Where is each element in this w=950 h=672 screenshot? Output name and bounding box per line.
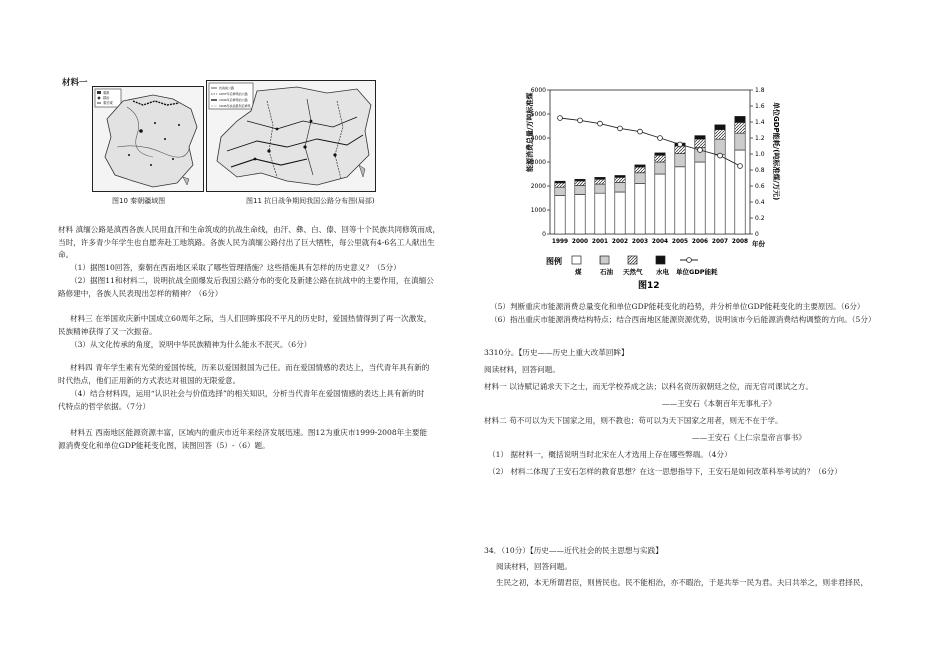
gdp-point (558, 116, 563, 121)
legend-line-marker (687, 258, 692, 263)
svg-text:1944年后修筑的公路: 1944年后修筑的公路 (219, 98, 248, 102)
gdp-point (578, 118, 583, 123)
bar-gas (715, 130, 725, 140)
legend-swatch-gas (628, 256, 637, 264)
legend-coal: 煤 (575, 268, 582, 276)
bar-coal (595, 193, 605, 234)
legend-gdp: 单位GDP能耗 (676, 268, 718, 276)
bar-gas (735, 122, 745, 133)
x-tick-label: 2002 (611, 239, 629, 245)
section-33-question-1: （1） 据材料一，概括说明当时北宋在人才选用上存在哪些弊端。（4分） (488, 450, 732, 459)
question-3: （3）从文化传承的角度，说明中华民族精神为什么能永不泯灭。（6分） (70, 340, 312, 349)
bar-coal (635, 184, 645, 234)
material-5-text: 材料五 西南地区能源资源丰富，区域内的重庆市近年来经济发展迅速。图12为重庆市1999-2008年主要能 (70, 428, 428, 437)
legend-swatch-hydro (656, 256, 665, 264)
material-3-text: 材料三 在举国欢庆新中国成立60周年之际，当人们回眸那段不平凡的历史时，爱国热情得到了再一次激发， (70, 314, 432, 323)
section-33-material-1: 材料一 以诗赋记诵求天下之士，而无学校养成之法；以科名资历叙朝廷之位，而无官司课试之方。 (484, 382, 813, 391)
svg-text:1937年后修筑的公路: 1937年后修筑的公路 (219, 92, 248, 96)
gdp-point (618, 126, 623, 131)
map-10-drawing (93, 87, 203, 191)
legend-gas: 天然气 (623, 268, 643, 276)
x-axis-suffix: 年份 (752, 240, 765, 248)
y-right-tick-label: 0.6 (755, 183, 765, 191)
y-left-tick-label: 1000 (530, 207, 546, 215)
legend-title: 图例 (546, 257, 562, 266)
bar-coal (575, 194, 585, 234)
gdp-point (638, 129, 643, 134)
svg-text:秦都: 秦都 (103, 91, 110, 95)
bar-gas (555, 183, 565, 187)
bar-oil (715, 139, 725, 155)
question-2: （2）据图11和材料二，说明抗战全面爆发后我国公路分布的变化及新建公路在抗战中的主要作用，在滇缅公 (70, 276, 434, 285)
question-4-cont: 代特点的哲学依据。（7分） (58, 402, 151, 411)
x-tick-label: 2004 (651, 239, 669, 245)
bar-gas (695, 139, 705, 147)
x-tick-label: 2005 (671, 239, 689, 245)
bar-gas (595, 179, 605, 184)
bar-hydro (635, 165, 645, 167)
y-axis-right-label: 单位GDP能耗/(吨标准煤/万元) (772, 102, 780, 201)
gdp-point (718, 153, 723, 158)
x-tick-label: 1999 (551, 239, 569, 245)
bar-hydro (615, 175, 625, 177)
bar-oil (575, 186, 585, 195)
qin-territory-map (92, 86, 204, 192)
x-tick-label: 2007 (711, 239, 729, 245)
bar-coal (615, 192, 625, 234)
material-4-text: 材料四 青年学生素有光荣的爱国传统，历来以爱国报国为己任。而在爱国情感的表达上，当代青年具有新的 (70, 363, 430, 372)
x-tick-label: 2001 (591, 239, 609, 245)
section-33-heading: 3310分。【历史——历史上重大改革回眸】 (484, 348, 629, 357)
svg-text:郡治: 郡治 (103, 96, 110, 100)
map-10-caption: 图10 秦朝疆域图 (112, 197, 166, 205)
bar-coal (655, 174, 665, 234)
bar-oil (615, 182, 625, 192)
section-33-question-2: （2） 材料二体现了王安石怎样的教育思想？在这一思想指导下，王安石是如何改革科举考试的？（6分） (488, 467, 842, 476)
bar-oil (555, 187, 565, 195)
bar-oil (675, 154, 685, 167)
bar-oil (635, 173, 645, 184)
question-5: （5）判断重庆市能源消费总量变化和单位GDP能耗变化的趋势，并分析单位GDP能耗变化的主要原因。（6分） (490, 302, 865, 311)
y-right-tick-label: 0.2 (755, 215, 765, 223)
x-tick-label: 2003 (631, 239, 649, 245)
section-33-intro: 阅读材料，回答问题。 (484, 365, 560, 374)
x-tick-label: 2000 (571, 239, 589, 245)
bar-hydro (555, 181, 565, 183)
section-33-material-2-source: ——王安石《上仁宗皇帝言事书》 (692, 433, 806, 442)
gdp-point (738, 164, 743, 169)
chart-legend (546, 256, 718, 276)
svg-text:秦长城: 秦长城 (103, 101, 113, 105)
bar-oil (595, 184, 605, 193)
y-right-tick-label: 1.8 (755, 87, 765, 95)
bar-hydro (655, 153, 665, 155)
bar-coal (715, 155, 725, 234)
material-5-cont: 源消费变化和单位GDP能耗变化图，读图回答（5）-（6）题。 (58, 441, 270, 450)
bar-coal (735, 150, 745, 234)
bar-gas (615, 177, 625, 182)
gdp-intensity-line (560, 118, 740, 166)
material-4-cont: 时代热点，他们正用新的方式表达对祖国的无限爱意。 (58, 376, 241, 385)
question-1: （1）据图10回答，秦朝在西南地区采取了哪些管理措施？这些措施具有怎样的历史意义？（5分） (70, 263, 401, 272)
bar-coal (555, 196, 565, 234)
bar-oil (735, 133, 745, 150)
y-right-tick-label: 0.4 (755, 199, 765, 207)
bar-hydro (715, 125, 725, 130)
gdp-point (698, 148, 703, 153)
material1-label: 材料一 (62, 78, 88, 88)
svg-text:1945年抗战胜利后修筑: 1945年抗战胜利后修筑 (219, 104, 251, 108)
legend-hydro: 水电 (656, 268, 669, 276)
bar-hydro (595, 177, 605, 179)
bar-hydro (575, 179, 585, 181)
material-3-cont: 民族精神获得了又一次振奋。 (58, 327, 157, 336)
material-2-text: 材料 滇缅公路是滇西各族人民用血汗和生命筑成的抗战生命线，由汗、彝、白、傣、回等十个民族共同修筑而成， 当时，许多青少年学生也自愿奔赴工地筑路。各族人民为滇缅公路付出了巨大牺牲，每公里就有4-6名工人献出生 命。 (58, 225, 441, 259)
section-34-intro: 阅读材料，回答问题。 (496, 562, 572, 571)
bar-oil (655, 162, 665, 174)
y-right-tick-label: 0 (755, 231, 759, 239)
gdp-point (658, 136, 663, 141)
y-right-tick-label: 1.2 (755, 135, 765, 143)
bar-hydro (695, 136, 705, 140)
y-right-tick-label: 1.4 (755, 119, 765, 127)
y-left-tick-label: 2000 (530, 183, 546, 191)
bar-gas (655, 155, 665, 162)
legend-swatch-coal (572, 256, 581, 264)
legend-oil: 石油 (600, 268, 613, 276)
question-4: （4）结合材料四，运用“认识社会与价值选择”的相关知识，分析当代青年在爱国情感的表达上具有新的时 (70, 389, 425, 398)
y-left-tick-label: 6000 (530, 87, 546, 95)
x-tick-label: 2006 (691, 239, 709, 245)
gdp-point (598, 121, 603, 126)
question-6: （6）指出重庆市能源消费结构特点；结合西南地区能源资源优势，说明该市今后能源消费结构调整的方向。（5分） (490, 315, 876, 324)
y-right-tick-label: 0.8 (755, 167, 765, 175)
map-11-caption: 图11 抗日战争期间我国公路分布图(局部) (246, 197, 375, 205)
section-33-material-2: 材料二 苟不可以为天下国家之用，则不教也；苟可以为天下国家之用者，则无不在于学。 (484, 416, 783, 425)
y-left-tick-label: 3000 (530, 159, 546, 167)
question-2-cont: 路修建中，各族人民表现出怎样的精神？（6分） (58, 289, 223, 298)
y-right-tick-label: 1.0 (755, 151, 765, 159)
bar-gas (635, 167, 645, 173)
map-11-drawing (207, 81, 375, 191)
x-tick-label: 2008 (731, 239, 749, 245)
section-34-heading: 34．（10分）【历史——近代社会的民主思想与实践】 (484, 546, 663, 555)
energy-consumption-chart (520, 80, 790, 290)
section-34-text: 生民之初，本无所谓君臣，则皆民也。民不能相治，亦不暇治，于是共举一民为君。夫曰共举之，则非君择民， (496, 578, 869, 587)
y-left-tick-label: 5000 (530, 111, 546, 119)
gdp-point (678, 142, 683, 147)
chart-title: 图12 (638, 281, 660, 290)
wartime-roads-map (206, 80, 376, 192)
y-left-tick-label: 0 (542, 231, 546, 239)
bar-coal (695, 162, 705, 234)
y-right-tick-label: 1.6 (755, 103, 765, 111)
bar-gas (575, 181, 585, 186)
legend-swatch-oil (600, 256, 609, 264)
y-left-tick-label: 4000 (530, 135, 546, 143)
svg-text:抗战前公路: 抗战前公路 (219, 86, 235, 90)
y-axis-left-label: 能源消费总量/万吨标准煤 (526, 92, 534, 172)
bar-coal (675, 167, 685, 234)
section-33-material-1-source: ——王安石《本朝百年无事札子》 (662, 399, 776, 408)
bar-hydro (735, 116, 745, 122)
